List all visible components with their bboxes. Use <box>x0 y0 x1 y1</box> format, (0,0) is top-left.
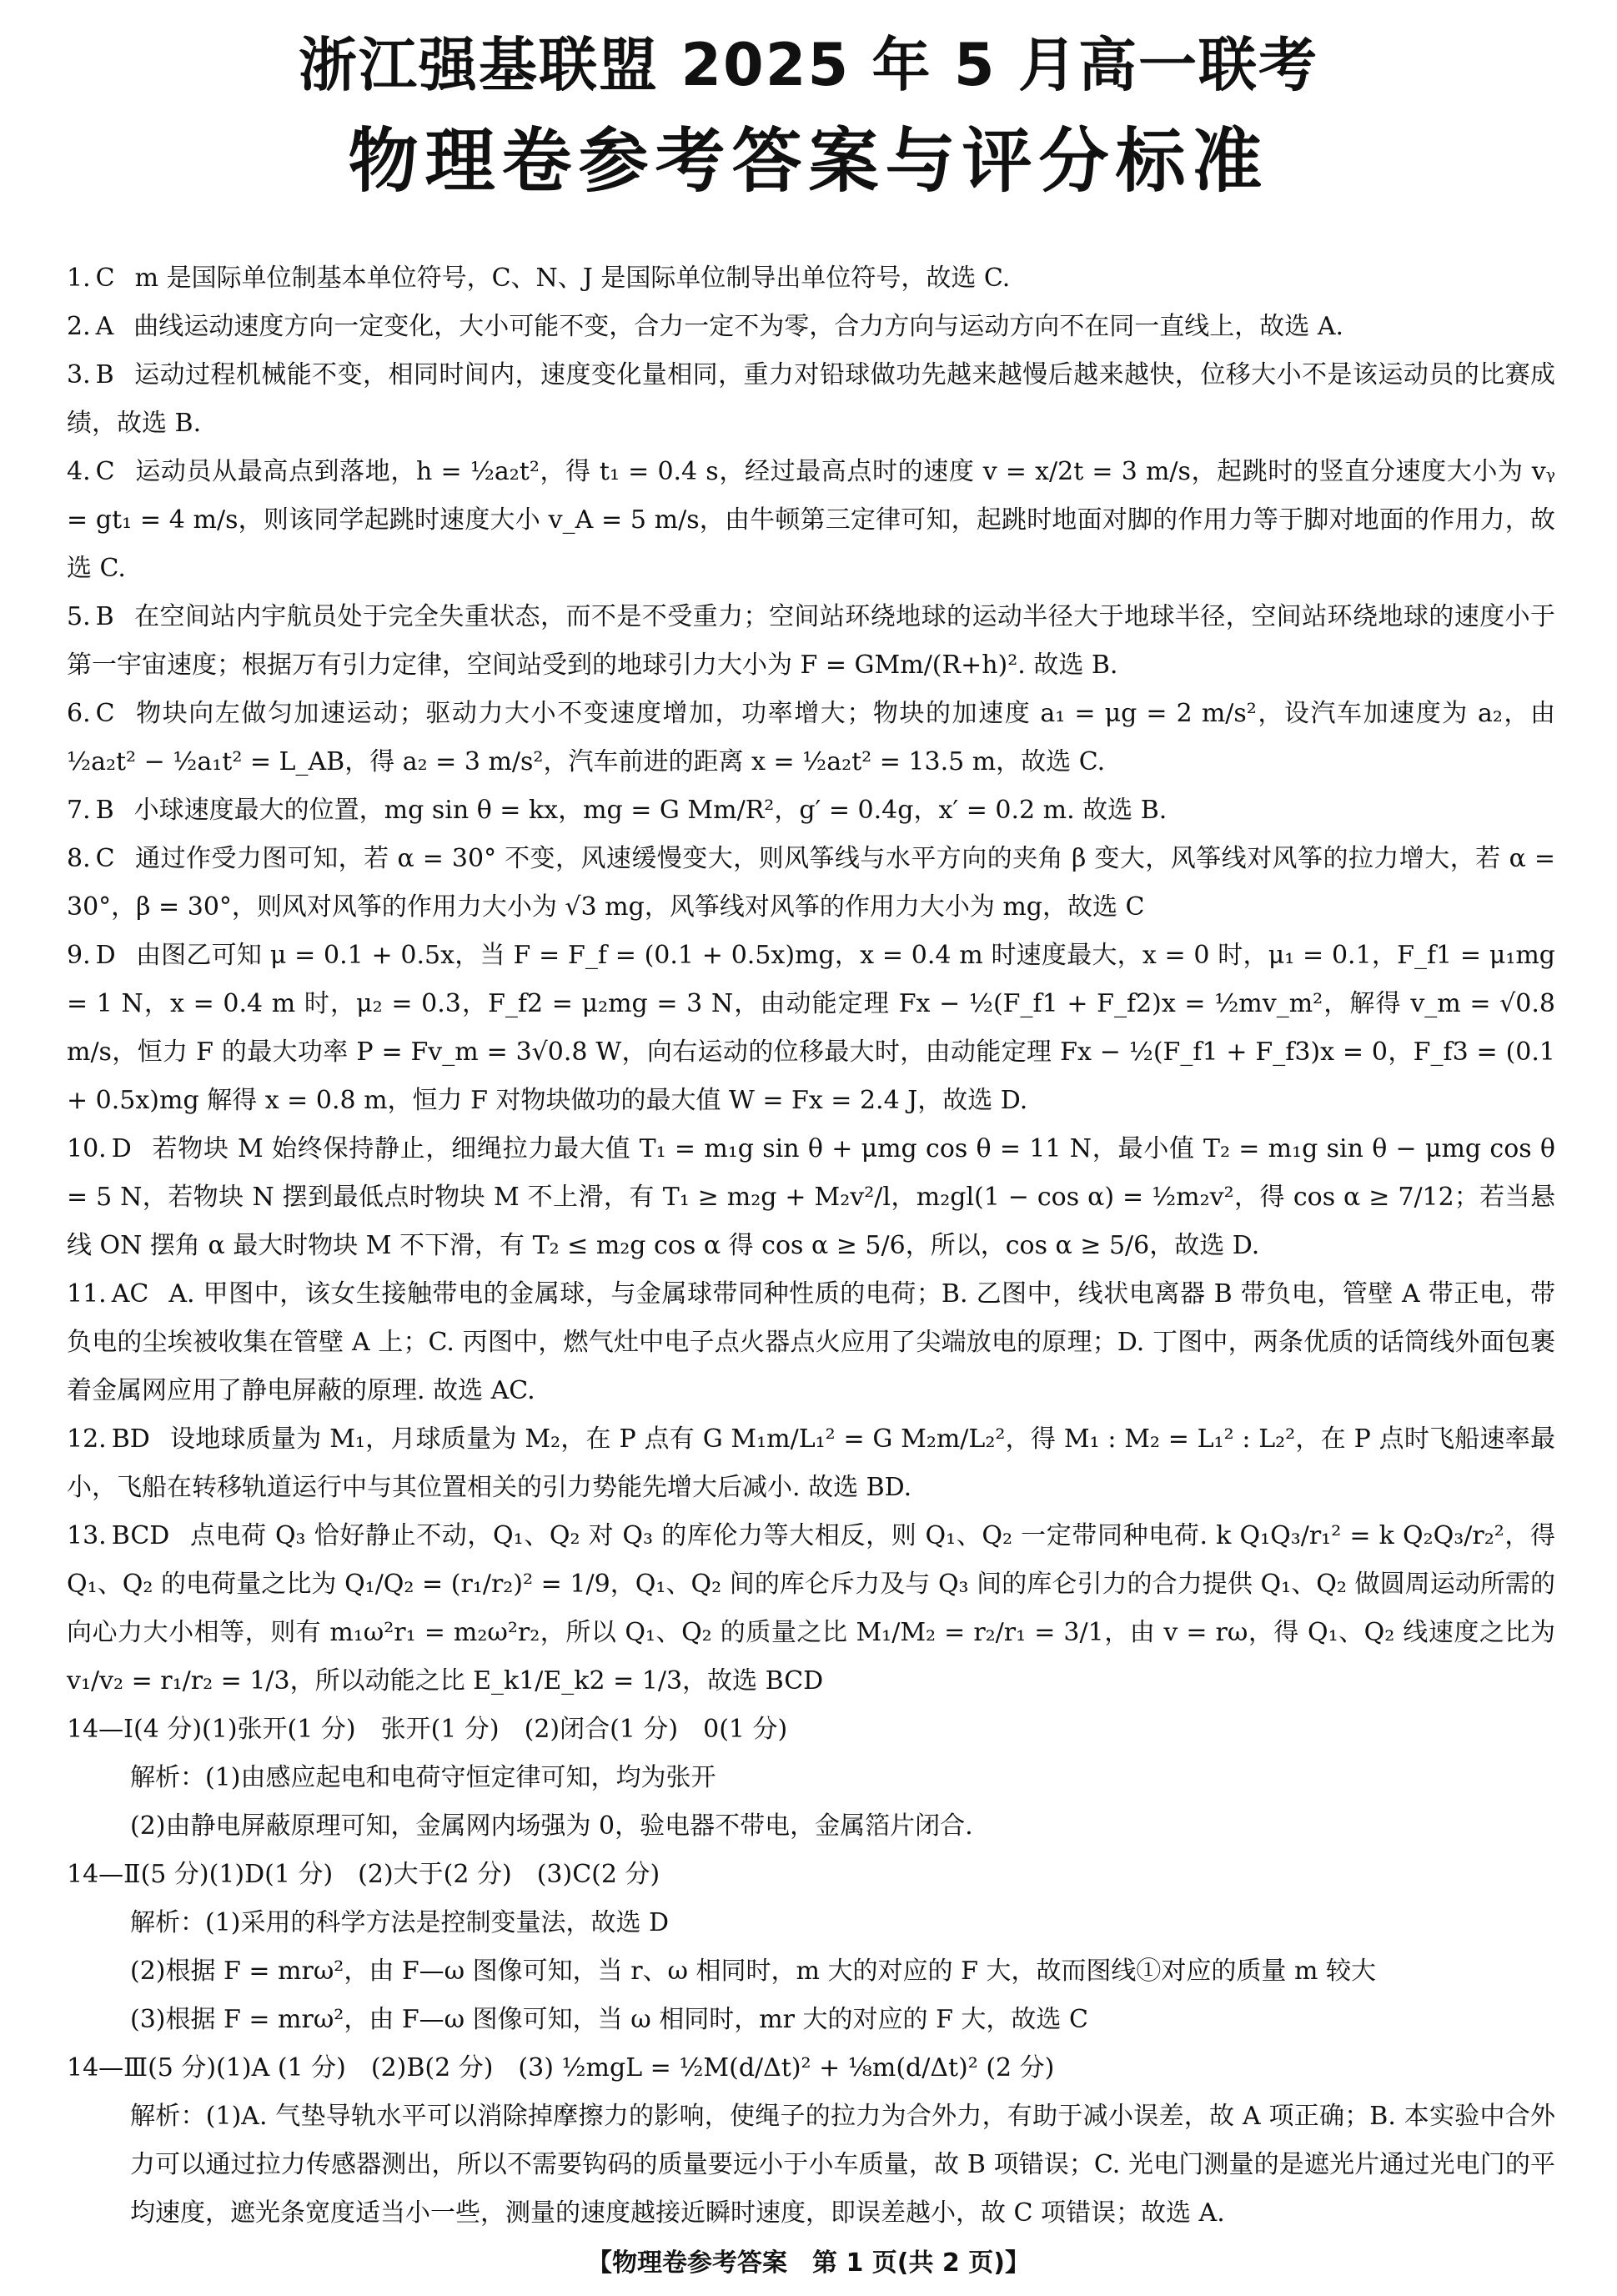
answer-choice: D <box>111 1134 132 1163</box>
answer-choice: A <box>95 312 114 341</box>
answer-number: 3. <box>67 360 91 389</box>
answer-choice: BD <box>111 1424 150 1454</box>
answer-choice: BCD <box>111 1521 170 1550</box>
answer-explanation: 由图乙可知 μ = 0.1 + 0.5x，当 F = F_f = (0.1 + 0.5x)mg，x = 0.4 m 时速度最大，x = 0 时，μ₁ = 0.1，F_f1 = μ₁mg = 1 N，x = 0.4 m 时，μ₂ = 0.3，F_f2 = μ₂mg = 3 N，由动能定理 Fx − ½(F_f1 + F_f2)x = ½mv_m²，解得 v_m = √0.8 m/s，恒力 F 的最大功率 P = Fv_m = 3√0.8 W，向右运动的位移最大时，由动能定理 Fx − ½(F_f1 + F_f3)x = 0，F_f3 = (0.1 + 0.5x)mg 解得 x = 0.8 m，恒力 F 对物块做功的最大值 W = Fx = 2.4 J，故选 D. <box>67 941 1555 1115</box>
answer-item-6 <box>67 690 1555 786</box>
answer-number: 12. <box>67 1424 107 1454</box>
answer-choice: B <box>95 360 114 389</box>
answer-choice: C <box>95 264 115 293</box>
answer-item-4 <box>67 448 1555 593</box>
answer-number: 6. <box>67 699 91 728</box>
answer-content <box>67 254 1555 2238</box>
answer-explanation: A. 甲图中，该女生接触带电的金属球，与金属球带同种性质的电荷；B. 乙图中，线状电离器 B 带负电，管壁 A 带正电，带负电的尘埃被收集在管壁 A 上；C. 丙图中，燃气灶中电子点火器点火应用了尖端放电的原理；D. 丁图中，两条优质的话筒线外面包裹着金属网应用了静电屏蔽的原理. 故选 AC. <box>67 1279 1555 1405</box>
experiment-14-1-head: 14—Ⅰ(4 分)(1)张开(1 分) 张开(1 分) (2)闭合(1 分) 0(1 分) <box>67 1715 788 1744</box>
answer-choice: C <box>95 844 115 873</box>
answer-explanation: 通过作受力图可知，若 α = 30° 不变，风速缓慢变大，则风筝线与水平方向的夹角 β 变大，风筝线对风筝的拉力增大，若 α = 30°，β = 30°，则风对风筝的作用力大小为 √3 mg，风筝线对风筝的作用力大小为 mg，故选 C <box>67 844 1555 922</box>
answer-item-13 <box>67 1512 1555 1706</box>
answer-number: 2. <box>67 312 91 341</box>
answer-explanation: 在空间站内宇航员处于完全失重状态，而不是不受重力；空间站环绕地球的运动半径大于地球半径，空间站环绕地球的速度小于第一宇宙速度；根据万有引力定律，空间站受到的地球引力大小为 F = GMm/(R+h)². 故选 B. <box>67 602 1555 680</box>
page-subtitle: 物理卷参考答案与评分标准 <box>348 120 1269 202</box>
answer-explanation: 点电荷 Q₃ 恰好静止不动，Q₁、Q₂ 对 Q₃ 的库伦力等大相反，则 Q₁、Q₂ 一定带同种电荷. k Q₁Q₃/r₁² = k Q₂Q₃/r₂²，得 Q₁、Q₂ 的电荷量之比为 Q₁/Q₂ = (r₁/r₂)² = 1/9，Q₁、Q₂ 间的库仑斥力及与 Q₃ 间的库仑引力的合力提供 Q₁、Q₂ 做圆周运动所需的向心力大小相等，则有 m₁ω²r₁ = m₂ω²r₂，所以 Q₁、Q₂ 的质量之比 M₁/M₂ = r₂/r₁ = 3/1，由 v = rω，得 Q₁、Q₂ 线速度之比为 v₁/v₂ = r₁/r₂ = 1/3，所以动能之比 E_k1/E_k2 = 1/3，故选 BCD <box>67 1521 1555 1696</box>
answer-explanation: 运动过程机械能不变，相同时间内，速度变化量相同，重力对铅球做功先越来越慢后越来越快，位移大小不是该运动员的比赛成绩，故选 B. <box>67 360 1555 438</box>
answer-item-5 <box>67 593 1555 690</box>
answer-item-11 <box>67 1270 1555 1415</box>
answer-number: 11. <box>67 1279 107 1309</box>
answer-number: 13. <box>67 1521 107 1550</box>
experiment-14-1-analysis: 解析：(1)由感应起电和电荷守恒定律可知，均为张开 <box>130 1763 716 1792</box>
answer-explanation: 小球速度最大的位置，mg sin θ = kx，mg = G Mm/R²，g′ = 0.4g，x′ = 0.2 m. 故选 B. <box>133 796 1168 825</box>
answer-item-8 <box>67 835 1555 932</box>
answer-explanation: 曲线运动速度方向一定变化，大小可能不变，合力一定不为零，合力方向与运动方向不在同一直线上，故选 A. <box>133 312 1344 341</box>
experiment-14-3-analysis: 解析：(1)A. 气垫导轨水平可以消除掉摩擦力的影响，使绳子的拉力为合外力，有助于减小误差，故 A 项正确；B. 本实验中合外力可以通过拉力传感器测出，所以不需要钩码的质量要远小于小车质量，故 B 项错误；C. 光电门测量的是遮光片通过光电门的平均速度，遮光条宽度适当小一些，测量的速度越接近瞬时速度，即误差越小，故 C 项错误；故选 A. <box>130 2102 1555 2228</box>
experiment-14-2-analysis: 解析：(1)采用的科学方法是控制变量法，故选 D <box>130 1908 670 1937</box>
answer-number: 10. <box>67 1134 107 1163</box>
answer-explanation: 物块向左做匀加速运动；驱动力大小不变速度增加，功率增大；物块的加速度 a₁ = μg = 2 m/s²，设汽车加速度为 a₂，由 ½a₂t² − ½a₁t² = L_AB，得 a₂ = 3 m/s²，汽车前进的距离 x = ½a₂t² = 13.5 m，故选 C. <box>67 699 1555 776</box>
answer-item-7 <box>67 786 1555 835</box>
experiment-14-2-analysis: (2)根据 F = mrω²，由 F—ω 图像可知，当 r、ω 相同时，m 大的对应的 F 大，故而图线①对应的质量 m 较大 <box>130 1957 1376 1986</box>
answer-explanation: 运动员从最高点到落地，h = ½a₂t²，得 t₁ = 0.4 s，经过最高点时的速度 v = x/2t = 3 m/s，起跳时的竖直分速度大小为 vᵧ = gt₁ = 4 m/s，则该同学起跳时速度大小 v_A = 5 m/s，由牛顿第三定律可知，起跳时地面对脚的作用力等于脚对地面的作用力，故选 C. <box>67 457 1555 583</box>
answer-item-1 <box>67 254 1555 303</box>
answer-explanation: 若物块 M 始终保持静止，细绳拉力最大值 T₁ = m₁g sin θ + μmg cos θ = 11 N，最小值 T₂ = m₁g sin θ − μmg cos θ = 5 N，若物块 N 摆到最低点时物块 M 不上滑，有 T₁ ≥ m₂g + M₂v²/l，m₂gl(1 − cos α) = ½m₂v²，得 cos α ≥ 7/12；若当悬线 ON 摆角 α 最大时物块 M 不下滑，有 T₂ ≤ m₂g cos α 得 cos α ≥ 5/6，所以，cos α ≥ 5/6，故选 D. <box>67 1134 1555 1260</box>
answer-explanation: 设地球质量为 M₁，月球质量为 M₂，在 P 点有 G M₁m/L₁² = G M₂m/L₂²，得 M₁ : M₂ = L₁² : L₂²，在 P 点时飞船速率最小，飞船在转移轨道运行中与其位置相关的引力势能先增大后减小. 故选 BD. <box>67 1424 1555 1502</box>
answer-number: 8. <box>67 844 91 873</box>
answer-number: 5. <box>67 602 91 631</box>
answer-item-3 <box>67 351 1555 448</box>
answer-item-12 <box>67 1415 1555 1512</box>
experiment-14-1-analysis: (2)由静电屏蔽原理可知，金属网内场强为 0，验电器不带电，金属箔片闭合. <box>130 1811 973 1841</box>
answer-item-2 <box>67 303 1555 351</box>
answer-choice: B <box>95 796 114 825</box>
experiment-14-3-head: 14—Ⅲ(5 分)(1)A (1 分) (2)B(2 分) (3) ½mgL = ½M(d/Δt)² + ⅛m(d/Δt)² (2 分) <box>67 2053 1055 2082</box>
experiment-14-2-head: 14—Ⅱ(5 分)(1)D(1 分) (2)大于(2 分) (3)C(2 分) <box>67 1860 660 1889</box>
answer-choice: AC <box>111 1279 149 1309</box>
answer-number: 1. <box>67 264 91 293</box>
answer-choice: C <box>95 699 115 728</box>
answer-number: 7. <box>67 796 91 825</box>
answer-explanation: m 是国际单位制基本单位符号，C、N、J 是国际单位制导出单位符号，故选 C. <box>134 264 1011 293</box>
page-footer: 【物理卷参考答案 第 1 页(共 2 页)】 <box>587 2248 1030 2278</box>
answer-choice: B <box>95 602 114 631</box>
experiment-14-2-analysis: (3)根据 F = mrω²，由 F—ω 图像可知，当 ω 相同时，mr 大的对应的 F 大，故选 C <box>130 2005 1088 2034</box>
answer-choice: D <box>95 941 116 970</box>
answer-choice: C <box>95 457 115 486</box>
answer-item-10 <box>67 1125 1555 1270</box>
answer-number: 9. <box>67 941 91 970</box>
answer-item-9 <box>67 932 1555 1125</box>
answer-number: 4. <box>67 457 91 486</box>
page-title: 浙江强基联盟 2025 年 5 月高一联考 <box>298 31 1318 99</box>
